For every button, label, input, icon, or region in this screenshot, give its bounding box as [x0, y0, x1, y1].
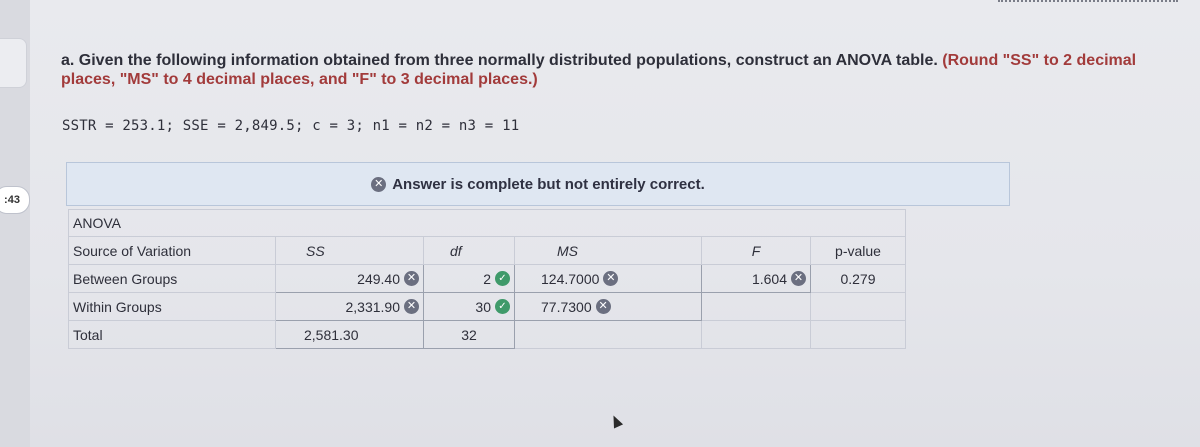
row-source-within: Within Groups — [69, 293, 276, 321]
feedback-text: Answer is complete but not entirely correct. — [392, 175, 705, 193]
ss-within-input[interactable]: 2,331.90 ✕ — [276, 293, 424, 321]
anova-table — [68, 209, 906, 349]
ss-total-cell: 2,581.30 — [276, 321, 424, 349]
row-source-total: Total — [69, 321, 276, 349]
incorrect-x-icon: ✕ — [791, 271, 806, 286]
top-divider — [998, 0, 1178, 4]
correct-check-icon: ✓ — [495, 299, 510, 314]
header-ss: SS — [276, 237, 424, 265]
left-tab-card[interactable] — [0, 38, 27, 88]
header-f: F — [702, 237, 811, 265]
row-source-between: Between Groups — [69, 265, 276, 293]
header-source: Source of Variation — [69, 237, 276, 265]
df-within-input[interactable]: 30 ✓ — [424, 293, 515, 321]
question-text — [61, 51, 1181, 89]
incorrect-x-icon: ✕ — [603, 271, 618, 286]
header-df: df — [424, 237, 515, 265]
ms-between-input[interactable]: 124.7000 ✕ — [515, 265, 702, 293]
incorrect-x-icon: ✕ — [404, 299, 419, 314]
p-within-cell — [811, 293, 906, 321]
f-input[interactable]: 1.604 ✕ — [702, 265, 811, 293]
p-total-cell — [811, 321, 906, 349]
df-total-cell: 32 — [424, 321, 515, 349]
table-row — [69, 293, 906, 321]
incorrect-x-icon: ✕ — [404, 271, 419, 286]
incorrect-x-icon: ✕ — [596, 299, 611, 314]
correct-check-icon: ✓ — [495, 271, 510, 286]
ms-within-input[interactable]: 77.7300 ✕ — [515, 293, 702, 321]
ms-total-cell — [515, 321, 702, 349]
df-between-input[interactable]: 2 ✓ — [424, 265, 515, 293]
given-values: SSTR = 253.1; SSE = 2,849.5; c = 3; n1 = n2 = n3 = 11 — [62, 118, 520, 134]
ss-between-input[interactable]: 249.40 ✕ — [276, 265, 424, 293]
p-value-cell: 0.279 — [811, 265, 906, 293]
timer-badge: :43 — [0, 186, 30, 214]
table-caption: ANOVA — [69, 210, 276, 237]
mouse-cursor-icon — [609, 413, 623, 428]
table-row — [69, 321, 906, 349]
x-circle-icon: ✕ — [371, 177, 386, 192]
header-ms: MS — [515, 237, 702, 265]
header-p-value: p-value — [811, 237, 906, 265]
table-row — [69, 265, 906, 293]
f-within-cell — [702, 293, 811, 321]
f-total-cell — [702, 321, 811, 349]
rounding-instructions: (Round "SS" to 2 decimal places, "MS" to 4 decimal places, and "F" to 3 decimal places.) — [61, 52, 1137, 88]
question-prefix: a. Given the following information obtained from three normally distributed populations, construct an ANOVA table. — [61, 52, 938, 69]
feedback-banner — [66, 162, 1010, 206]
